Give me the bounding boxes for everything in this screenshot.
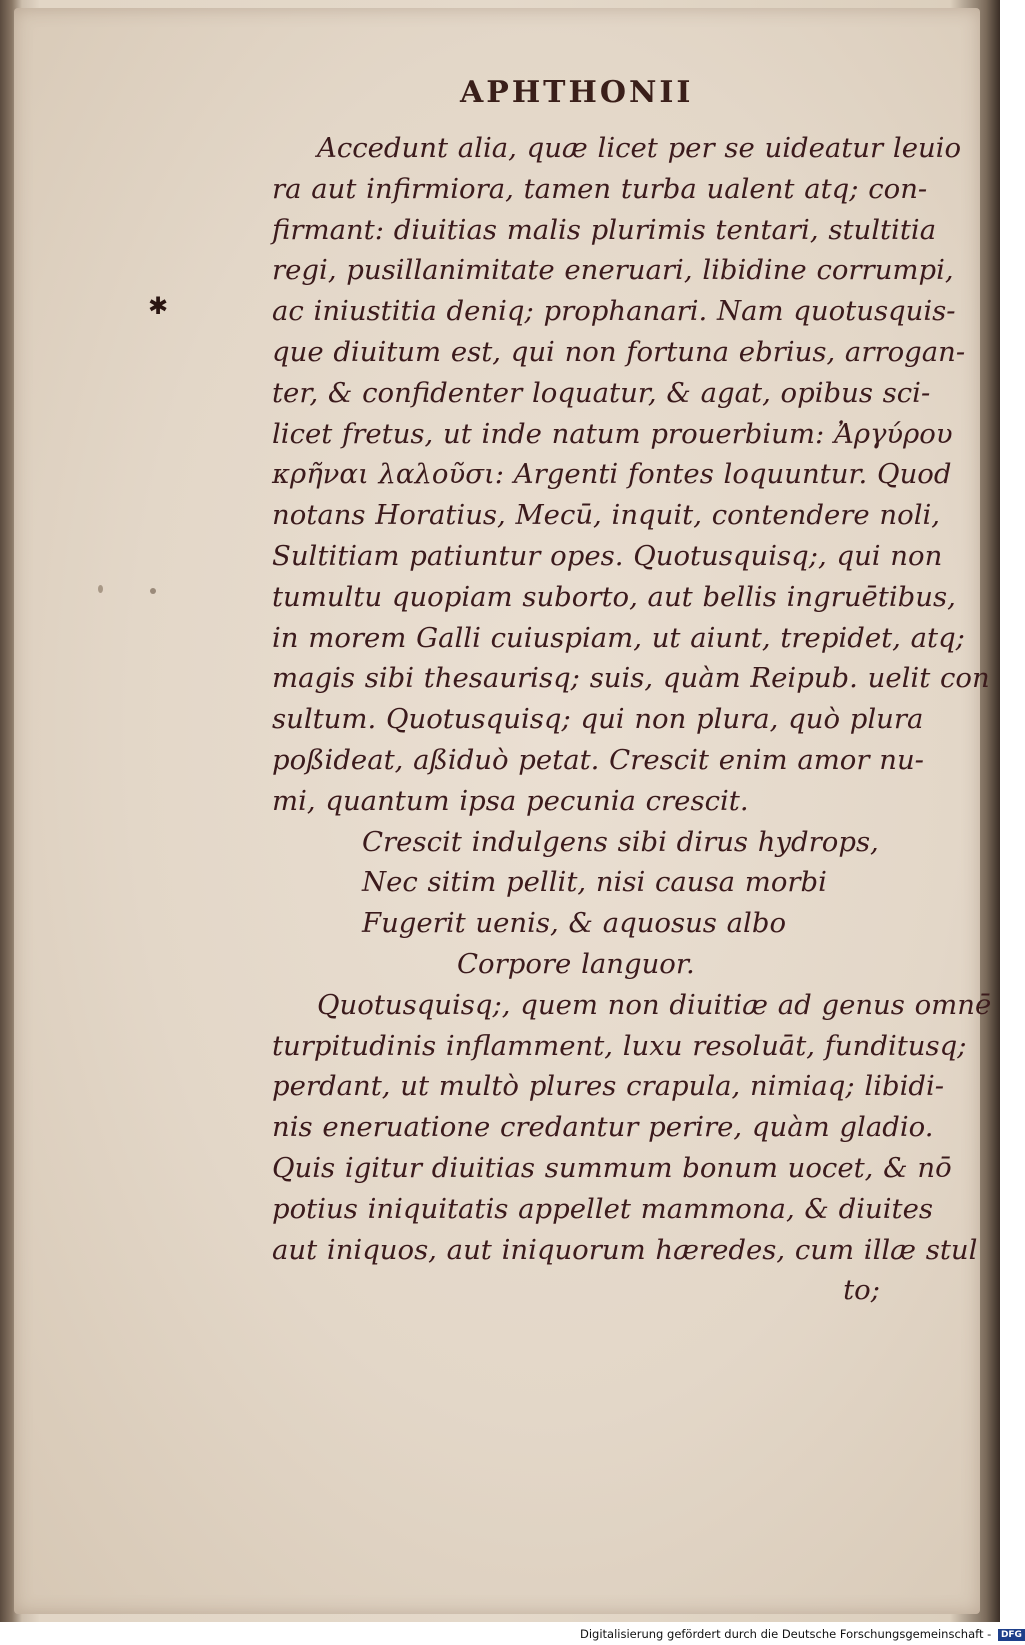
text-line: Accedunt alia, quæ licet per se uideatur leuio (317, 132, 962, 164)
text-line: potius iniquitatis appellet mammona, & diuites (272, 1192, 933, 1225)
text-line: magis sibi thesaurisq; suis, quàm Reipub. uelit con (272, 662, 990, 695)
paper-speck (150, 588, 156, 594)
text-line: tumultu quopiam suborto, aut bellis ingruētibus, (272, 580, 956, 613)
text-line: Quis igitur diuitias summum bonum uocet, & nō (272, 1151, 952, 1184)
text-line: que diuitum est, qui non fortuna ebrius, arrogan- (272, 335, 966, 368)
text-line: regi, pusillanimitate eneruari, libidine corrumpi, (272, 254, 954, 287)
verse-line: Nec sitim pellit, nisi causa morbi (362, 866, 827, 899)
text-line: aut iniquos, aut iniquorum hæredes, cum illæ stul (272, 1233, 978, 1266)
text-line: mi, quantum ipsa pecunia crescit. (272, 784, 749, 817)
text-line: in morem Galli cuiuspiam, ut aiunt, trepidet, atq; (272, 621, 965, 654)
verse-line: Corpore languor. (457, 947, 695, 980)
text-line: nis eneruatione credantur perire, quàm gladio. (272, 1111, 934, 1144)
text-line: ter, & confidenter loquatur, & agat, opibus sci- (272, 376, 931, 409)
dfg-logo: DFG (998, 1629, 1025, 1641)
running-head: APHTHONII (460, 75, 694, 110)
paper-speck (98, 585, 103, 593)
margin-mark-icon: ✱ (148, 292, 169, 320)
text-line: notans Horatius, Mecū, inquit, contendere noli, (272, 499, 941, 532)
text-line: κρῆναι λαλοῦσι: Argenti fontes loquuntur. Quod (272, 458, 952, 491)
text-line: sultum. Quotusquisq; qui non plura, quò plura (272, 703, 924, 736)
footer-text: Digitalisierung gefördert durch die Deutsche Forschungsgemeinschaft - (580, 1627, 992, 1641)
text-line: ac iniustitia deniq; prophanari. Nam quotusquis- (272, 295, 956, 328)
catchword: to; (843, 1274, 880, 1307)
text-line: Sultitiam patiuntur opes. Quotusquisq;, qui non (272, 539, 943, 572)
funding-footer (580, 1627, 1025, 1641)
text-line: licet fretus, ut inde natum prouerbium: Ἀργύρου (272, 417, 953, 450)
text-line: ra aut infirmiora, tamen turba ualent atq; con- (272, 172, 928, 205)
verse-line: Crescit indulgens sibi dirus hydrops, (362, 825, 879, 858)
verse-line: Fugerit uenis, & aquosus albo (362, 907, 787, 940)
text-line: Quotusquisq;, quem non diuitiæ ad genus omnē (317, 988, 992, 1021)
text-line: poßideat, aßiduò petat. Crescit enim amor nu- (272, 743, 924, 776)
text-line: turpitudinis inflamment, luxu resoluāt, funditusq; (272, 1029, 967, 1062)
text-block (272, 128, 992, 1311)
text-line: firmant: diuitias malis plurimis tentari, stultitia (272, 213, 937, 246)
text-line: perdant, ut multò plures crapula, nimiaq; libidi- (272, 1070, 945, 1103)
